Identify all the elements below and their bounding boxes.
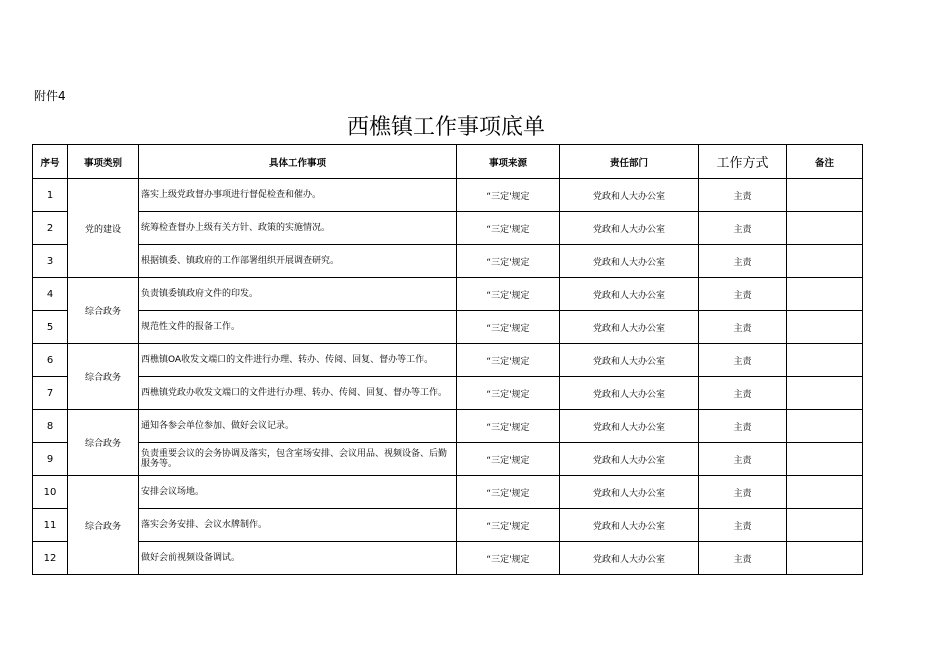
dept-cell: 党政和人大办公室 [560,377,699,410]
row-number: 1 [33,179,68,212]
source-cell: “三定'规定 [457,212,560,245]
remark-cell [787,410,863,443]
work-item-cell: 落实会务安排、会议水牌制作。 [139,509,457,542]
mode-cell: 主责 [699,245,787,278]
dept-cell: 党政和人大办公室 [560,443,699,476]
document-title: 西樵镇工作事项底单 [346,115,545,140]
remark-cell [787,509,863,542]
row-number: 5 [33,311,68,344]
table-row [33,443,863,476]
header-remark: 备注 [787,145,863,179]
category-cell: 综合政务 [68,278,139,344]
dept-cell: 党政和人大办公室 [560,278,699,311]
header-source: 事项来源 [457,145,560,179]
table-row [33,344,863,377]
remark-cell [787,245,863,278]
source-cell: “三定'规定 [457,476,560,509]
dept-cell: 党政和人大办公室 [560,542,699,575]
row-number: 3 [33,245,68,278]
attachment-label: 附件4 [34,89,66,103]
category-cell: 综合政务 [68,476,139,575]
header-mode: 工作方式 [699,145,787,179]
table-row [33,476,863,509]
source-cell: “三定'规定 [457,344,560,377]
dept-cell: 党政和人大办公室 [560,311,699,344]
work-item-cell: 负责重要会议的会务协调及落实，包含室场安排、会议用品、视频设备、后勤服务等。 [139,443,457,476]
table-row [33,311,863,344]
mode-cell: 主责 [699,344,787,377]
work-item-cell: 西樵镇OA收发文端口的文件进行办理、转办、传阅、回复、督办等工作。 [139,344,457,377]
category-cell: 综合政务 [68,344,139,410]
work-item-cell: 统筹检查督办上级有关方针、政策的实施情况。 [139,212,457,245]
dept-cell: 党政和人大办公室 [560,410,699,443]
source-cell: “三定'规定 [457,245,560,278]
row-number: 12 [33,542,68,575]
remark-cell [787,443,863,476]
remark-cell [787,542,863,575]
dept-cell: 党政和人大办公室 [560,179,699,212]
work-item-cell: 落实上级党政督办事项进行督促检查和催办。 [139,179,457,212]
mode-cell: 主责 [699,377,787,410]
table-row [33,245,863,278]
header-item: 具体工作事项 [139,145,457,179]
header-category: 事项类别 [68,145,139,179]
work-item-cell: 负责镇委镇政府文件的印发。 [139,278,457,311]
source-cell: “三定'规定 [457,410,560,443]
remark-cell [787,311,863,344]
table-row [33,542,863,575]
table-row [33,278,863,311]
category-cell: 党的建设 [68,179,139,278]
remark-cell [787,377,863,410]
source-cell: “三定'规定 [457,179,560,212]
mode-cell: 主责 [699,410,787,443]
mode-cell: 主责 [699,311,787,344]
remark-cell [787,476,863,509]
source-cell: “三定'规定 [457,443,560,476]
source-cell: “三定'规定 [457,509,560,542]
row-number: 6 [33,344,68,377]
dept-cell: 党政和人大办公室 [560,476,699,509]
source-cell: “三定'规定 [457,377,560,410]
remark-cell [787,278,863,311]
row-number: 2 [33,212,68,245]
header-dept: 责任部门 [560,145,699,179]
work-item-cell: 做好会前视频设备调试。 [139,542,457,575]
source-cell: “三定'规定 [457,311,560,344]
row-number: 9 [33,443,68,476]
remark-cell [787,179,863,212]
mode-cell: 主责 [699,443,787,476]
dept-cell: 党政和人大办公室 [560,344,699,377]
table-row [33,212,863,245]
work-items-table [32,144,863,575]
source-cell: “三定'规定 [457,278,560,311]
row-number: 4 [33,278,68,311]
mode-cell: 主责 [699,476,787,509]
dept-cell: 党政和人大办公室 [560,212,699,245]
mode-cell: 主责 [699,542,787,575]
mode-cell: 主责 [699,278,787,311]
row-number: 8 [33,410,68,443]
header-row [33,145,863,179]
row-number: 11 [33,509,68,542]
work-item-cell: 通知各参会单位参加、做好会议记录。 [139,410,457,443]
remark-cell [787,212,863,245]
row-number: 7 [33,377,68,410]
source-cell: “三定'规定 [457,542,560,575]
mode-cell: 主责 [699,212,787,245]
dept-cell: 党政和人大办公室 [560,509,699,542]
mode-cell: 主责 [699,509,787,542]
table-row [33,179,863,212]
work-item-cell: 安排会议场地。 [139,476,457,509]
table-row [33,410,863,443]
work-item-cell: 根据镇委、镇政府的工作部署组织开展调查研究。 [139,245,457,278]
table-row [33,377,863,410]
dept-cell: 党政和人大办公室 [560,245,699,278]
category-cell: 综合政务 [68,410,139,476]
mode-cell: 主责 [699,179,787,212]
remark-cell [787,344,863,377]
row-number: 10 [33,476,68,509]
work-item-cell: 规范性文件的报备工作。 [139,311,457,344]
table-row [33,509,863,542]
header-seq: 序号 [33,145,68,179]
work-item-cell: 西樵镇党政办收发文端口的文件进行办理、转办、传阅、回复、督办等工作。 [139,377,457,410]
